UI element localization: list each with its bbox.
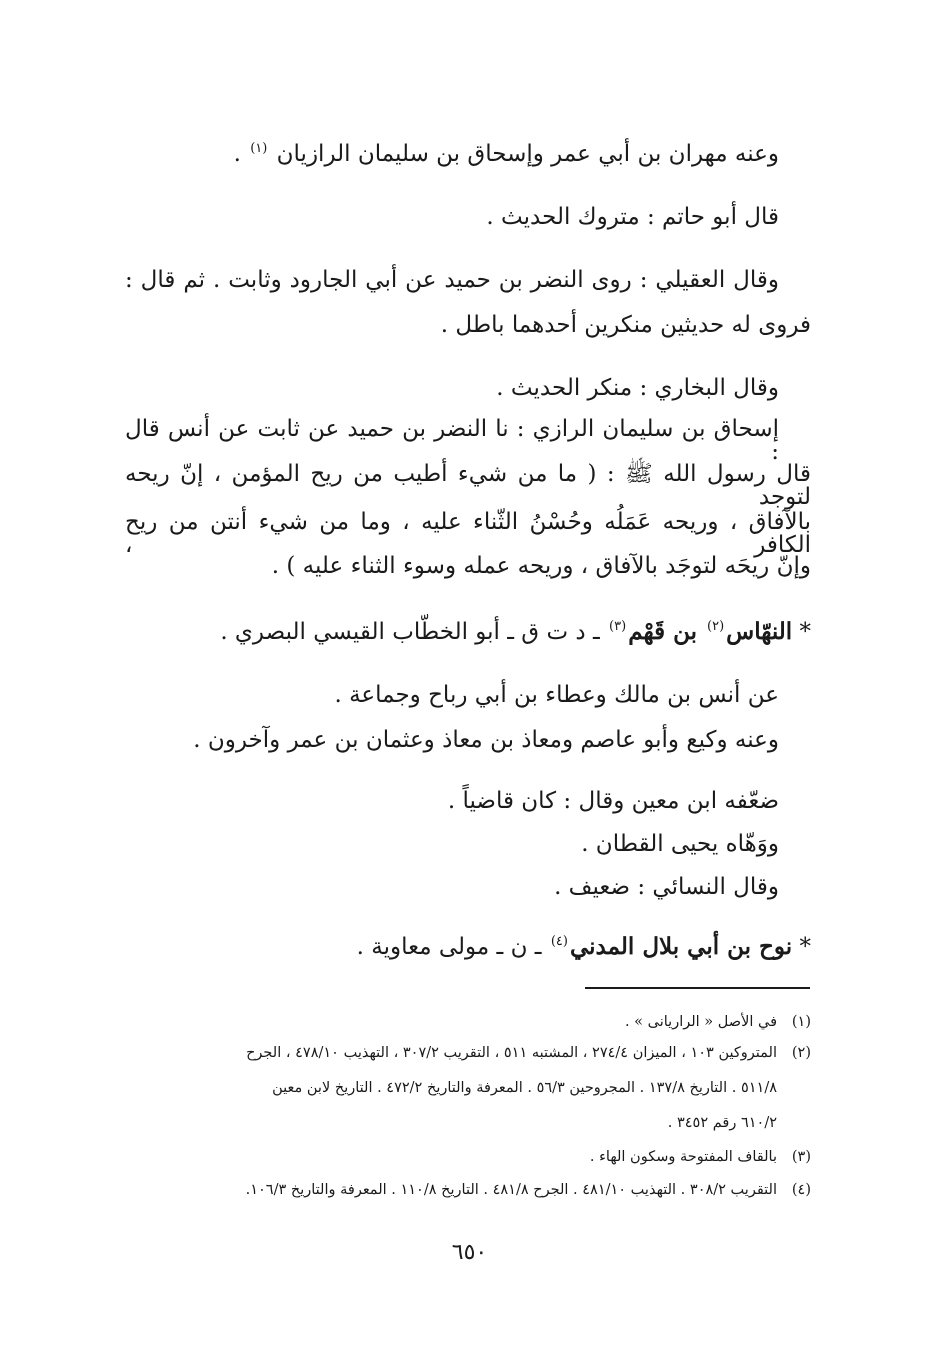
entry-name: نوح بن أبي بلال المدني	[569, 933, 793, 960]
footnote-text: بالقاف المفتوحة وسكون الهاء .	[589, 1149, 777, 1165]
footnote-text: المتروكين ١٠٣ ، الميزان ٢٧٤/٤ ، المشتبه ٥١١ ، التقريب ٣٠٧/٢ ، التهذيب ٤٧٨/١٠ ، الجرح	[246, 1045, 777, 1061]
footnote	[125, 1046, 811, 1061]
text-run: .	[233, 141, 241, 167]
paragraph-line: إسحاق بن سليمان الرازي : نا النضر بن حميد عن ثابت عن أنس قال :	[125, 416, 779, 465]
footnote-number: (٣)	[791, 1149, 811, 1165]
paragraph-line: ووَهّاه يحيى القطان .	[581, 831, 779, 857]
footnote-marker: (٢)	[707, 619, 725, 635]
footnote-text: في الأصل « الراريانى » .	[624, 1014, 777, 1030]
footnote-separator	[585, 987, 810, 989]
paragraph-line: قال رسول الله ﷺ : ( ما من شيء أطيب من ريح المؤمن ، إنّ ريحه لتوجد	[125, 461, 811, 510]
entry-heading	[357, 935, 811, 959]
footnote	[125, 1015, 811, 1030]
footnote-number: (١)	[791, 1014, 811, 1030]
text-run: وعنه مهران بن أبي عمر وإسحاق بن سليمان الرازيان	[276, 141, 779, 167]
footnote-line: ٥١١/٨ . التاريخ ١٣٧/٨ . المجروحين ٥٦/٣ . المعرفة والتاريخ ٤٧٢/٢ . التاريخ لابن معين	[272, 1080, 777, 1096]
footnote-number: (٤)	[791, 1182, 811, 1198]
entry-description: ـ ن ـ مولى معاوية .	[356, 934, 549, 960]
paragraph-line: وقال النسائي : ضعيف .	[554, 874, 779, 900]
footnote-line: ٦١٠/٢ رقم ٣٤٥٢ .	[667, 1115, 777, 1131]
paragraph-line: وإنّ ريحَه لتوجَد بالآفاق ، وريحه عمله وسوء الثناء عليه ) .	[271, 553, 811, 579]
paragraph-line: عن أنس بن مالك وعطاء بن أبي رباح وجماعة .	[334, 682, 779, 708]
entry-name: بن قَهْم	[628, 618, 706, 645]
paragraph-line: قال أبو حاتم : متروك الحديث .	[486, 204, 779, 230]
paragraph-line: وعنه وكيع وأبو عاصم ومعاذ بن معاذ وعثمان بن عمر وآخرون .	[193, 727, 779, 753]
paragraph-line	[234, 143, 811, 166]
entry-star: *	[792, 619, 811, 645]
footnote-marker: (٤)	[550, 934, 568, 950]
footnote-number: (٢)	[791, 1045, 811, 1061]
footnote	[125, 1183, 811, 1198]
footnote-marker: (٣)	[609, 619, 627, 635]
footnote-text: التقريب ٣٠٨/٢ . التهذيب ٤٨١/١٠ . الجرح ٤٨١/٨ . التاريخ ١١٠/٨ . المعرفة والتاريخ ١٠٦/٣.	[245, 1182, 777, 1198]
entry-name: النهّاس	[726, 618, 793, 645]
footnote-marker: (١)	[250, 141, 268, 157]
page-number: ٦٥٠	[451, 1240, 488, 1265]
paragraph-line: وقال العقيلي : روى النضر بن حميد عن أبي الجارود وثابت . ثم قال :	[125, 267, 779, 293]
paragraph-line: فروى له حديثين منكرين أحدهما باطل .	[440, 312, 811, 338]
paragraph-line: وقال البخاري : منكر الحديث .	[496, 375, 779, 401]
paragraph-line: بالآفاق ، وريحه عَمَلُه وحُسْنُ الثّناء عليه ، وما من شيء أنتن من ريح الكافر ،	[125, 509, 811, 558]
entry-star: *	[792, 934, 811, 960]
entry-description: ـ د ت ق ـ أبو الخطّاب القيسي البصري .	[220, 619, 608, 645]
entry-heading	[220, 620, 811, 644]
paragraph-line: ضعّفه ابن معين وقال : كان قاضياً .	[447, 788, 779, 814]
footnote	[125, 1150, 811, 1165]
